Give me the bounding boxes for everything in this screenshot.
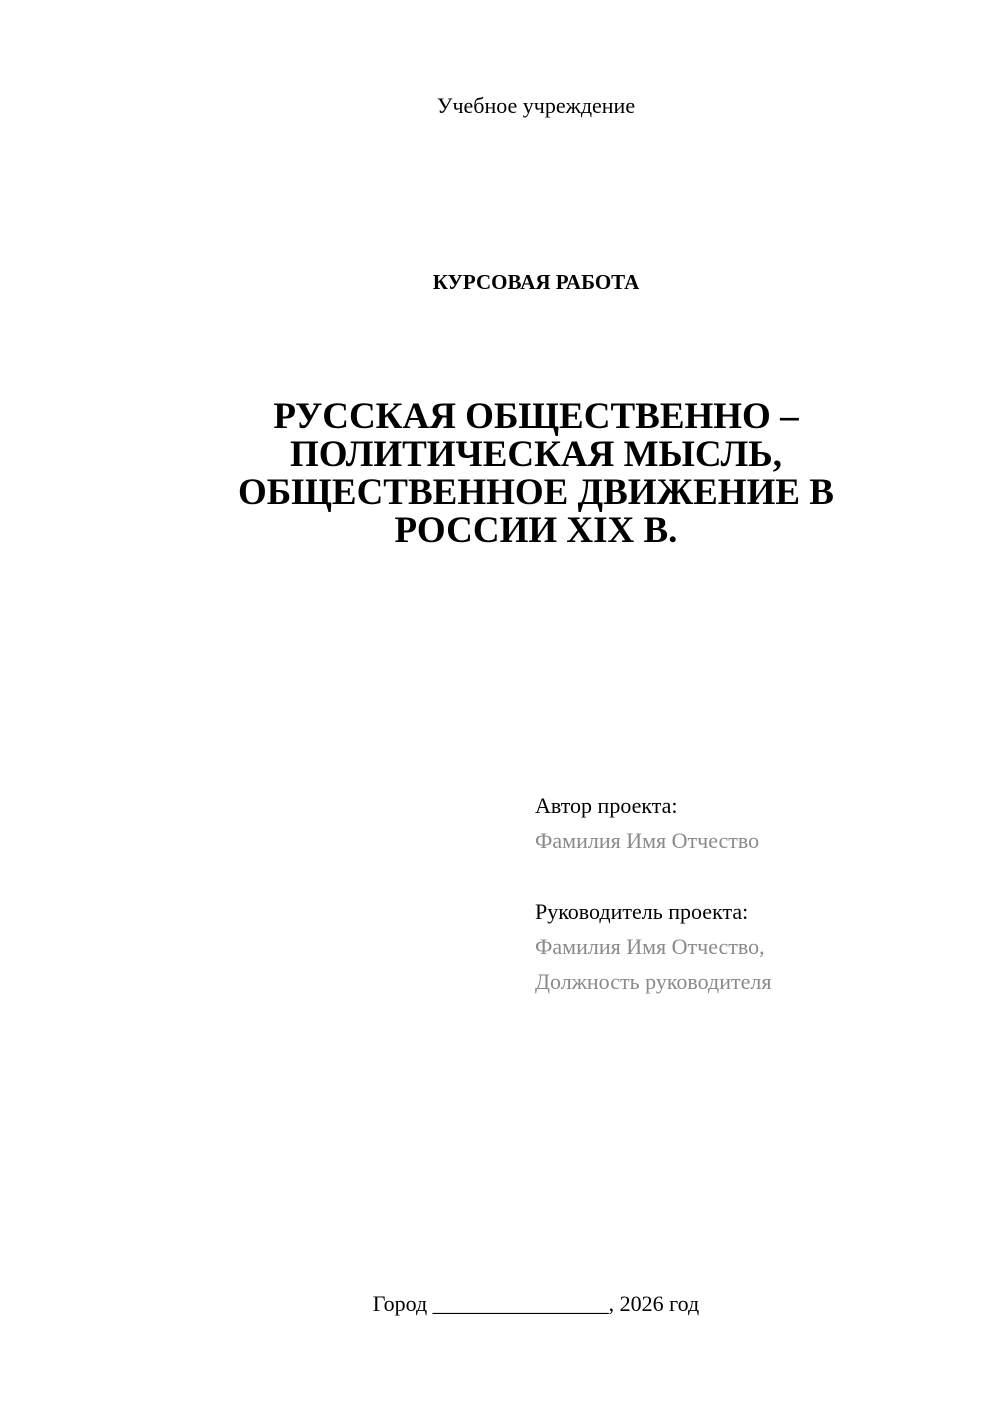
supervisor-name-placeholder: Фамилия Имя Отчество, — [535, 934, 765, 959]
city-year-line — [0, 1290, 1000, 1318]
title-line-3: ОБЩЕСТВЕННОЕ ДВИЖЕНИЕ В — [238, 472, 834, 513]
city-label: Город — [372, 1291, 428, 1316]
document-title — [200, 398, 872, 550]
institution-name: Учебное учреждение — [436, 93, 636, 118]
author-label: Автор проекта: — [535, 793, 678, 818]
title-line-1: РУССКАЯ ОБЩЕСТВЕННО – — [273, 396, 799, 437]
supervisor-position-placeholder: Должность руководителя — [535, 969, 772, 994]
title-line-2: ПОЛИТИЧЕСКАЯ МЫСЛЬ, — [290, 434, 782, 475]
title-line-4: РОССИИ XIX В. — [394, 510, 678, 551]
info-spacer — [535, 858, 975, 894]
supervisor-label: Руководитель проекта: — [535, 899, 749, 924]
project-info — [535, 788, 975, 999]
author-name-placeholder: Фамилия Имя Отчество — [535, 828, 760, 853]
year-text: , 2026 год — [608, 1291, 700, 1316]
work-type-heading: КУРСОВАЯ РАБОТА — [432, 270, 640, 294]
city-blank: ________________ — [432, 1291, 609, 1316]
